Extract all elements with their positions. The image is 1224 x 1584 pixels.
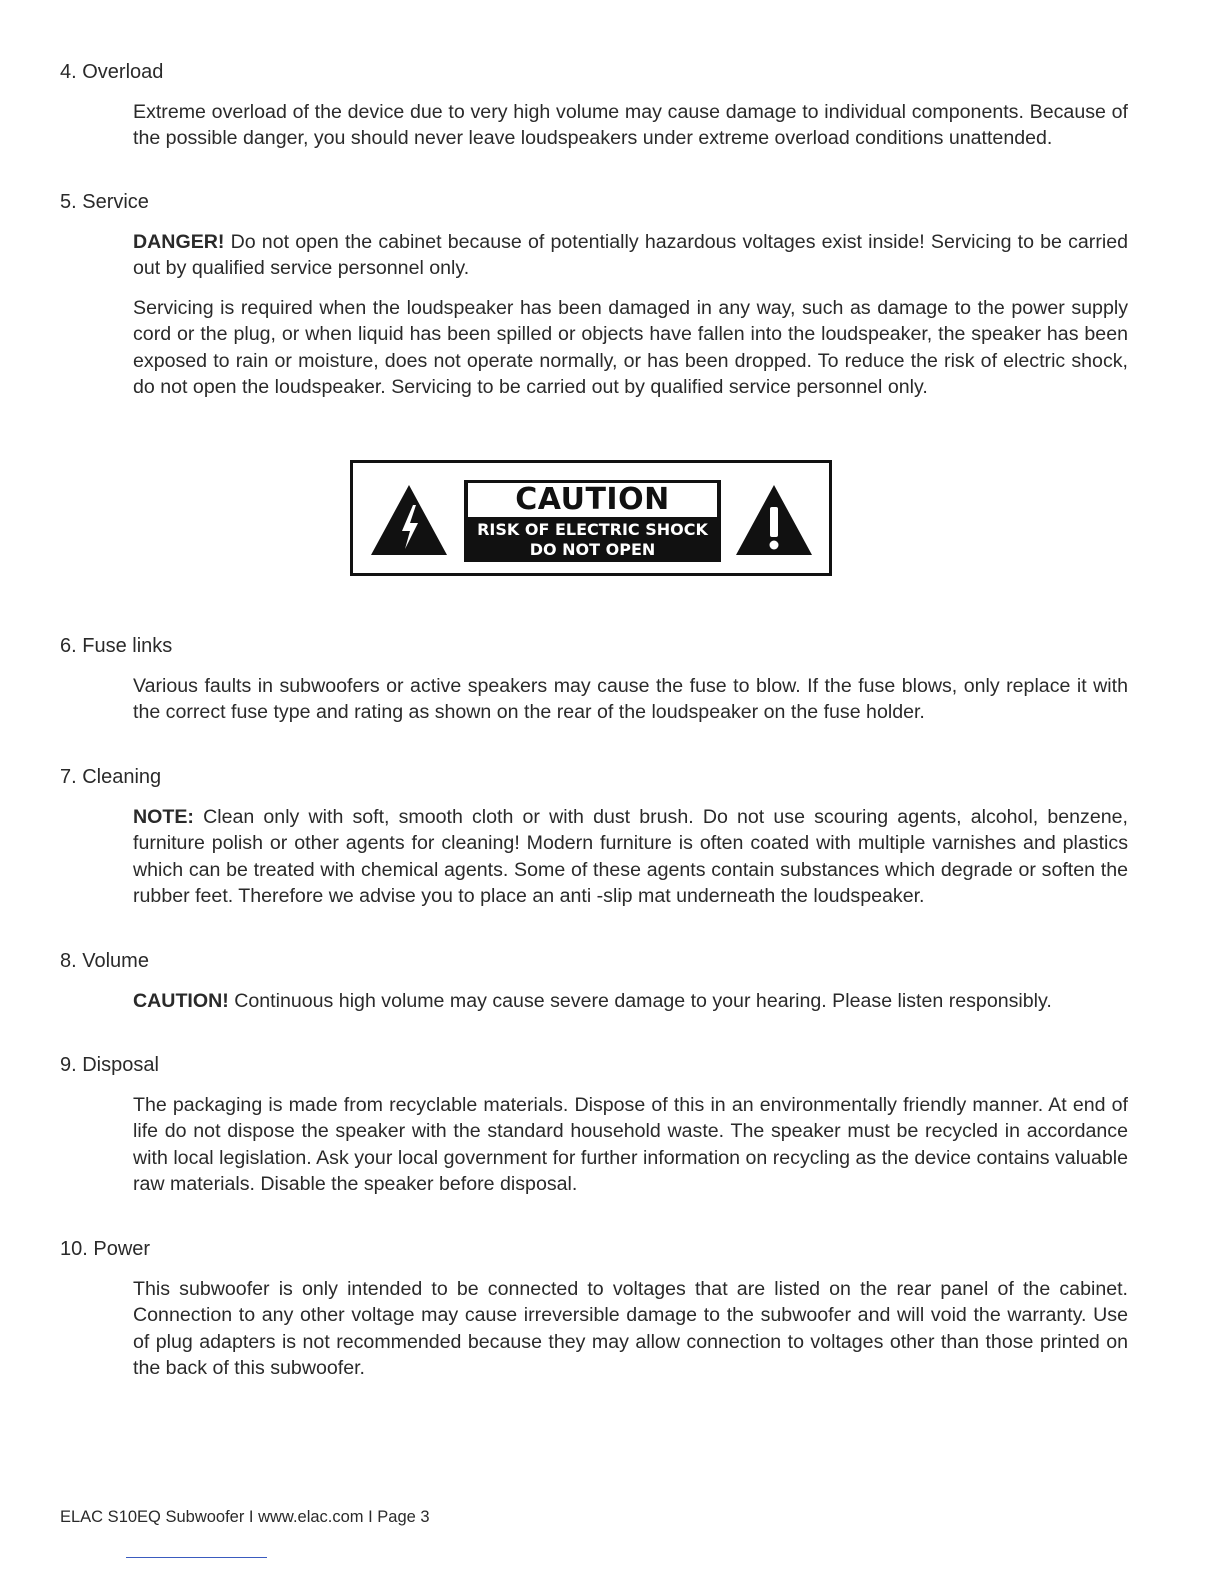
- danger-label: DANGER!: [133, 231, 225, 253]
- section-heading: 6. Fuse links: [60, 635, 173, 657]
- caution-title: CAUTION: [468, 483, 717, 517]
- section-paragraph: [133, 229, 1128, 282]
- section-heading: 7. Cleaning: [60, 766, 162, 788]
- section-paragraph: The packaging is made from recyclable materials. Dispose of this in an environmentally friendly manner. At end of life do not dispose the speaker with the standard household waste. The speaker must be recycled in accordance with local legislation. Ask your local government for further information on recycling as the device contains valuable raw materials. Disable the speaker before disposal.: [133, 1094, 1128, 1195]
- section-heading: 9. Disposal: [60, 1054, 159, 1076]
- caution-center-panel: [464, 480, 721, 562]
- footer-underline-mark: [126, 1557, 267, 1558]
- section-heading: 10. Power: [60, 1238, 151, 1260]
- danger-text: Do not open the cabinet because of potentially hazardous voltages exist inside! Servicing to be carried out by qualified service personnel only.: [133, 231, 1128, 280]
- caution-inline-label: CAUTION!: [133, 990, 229, 1012]
- note-text: Clean only with soft, smooth cloth or with dust brush. Do not use scouring agents, alcohol, benzene, furniture polish or other agents for cleaning! Modern furniture is often coated with multiple varnishes and plastics which can be treated with chemical agents. Some of these agents contain substances which degrade or soften the rubber feet. Therefore we advise you to place an anti -slip mat underneath the loudspeaker.: [133, 806, 1128, 907]
- section-paragraph: [133, 804, 1128, 909]
- section-heading: 8. Volume: [60, 950, 149, 972]
- caution-label: [350, 460, 832, 576]
- caution-line-1: RISK OF ELECTRIC SHOCK: [477, 520, 708, 539]
- section-paragraph: Various faults in subwoofers or active speakers may cause the fuse to blow. If the fuse blows, only replace it with the correct fuse type and rating as shown on the rear of the loudspeaker on the fuse holder.: [133, 675, 1128, 724]
- caution-line-2: DO NOT OPEN: [529, 540, 656, 559]
- section-heading: 5. Service: [60, 191, 149, 213]
- exclamation-warning-icon: [734, 483, 814, 557]
- section-paragraph: Extreme overload of the device due to very high volume may cause damage to individual components. Because of the possible danger, you should never leave loudspeakers under extreme overload conditions unattended.: [133, 101, 1128, 150]
- section-paragraph: Servicing is required when the loudspeaker has been damaged in any way, such as damage to the power supply cord or the plug, or when liquid has been spilled or objects have fallen into the loudspeaker, the speaker has been exposed to rain or moisture, does not operate normally, or has been dropped. To reduce the risk of electric shock, do not open the loudspeaker. Servicing to be carried out by qualified service personnel only.: [133, 297, 1128, 398]
- note-label: NOTE:: [133, 806, 194, 828]
- section-paragraph: This subwoofer is only intended to be connected to voltages that are listed on the rear panel of the cabinet. Connection to any other voltage may cause irreversible damage to the subwoofer and will void the warranty. Use of plug adapters is not recommended because they may allow connection to voltages other than those printed on the back of this subwoofer.: [133, 1278, 1128, 1379]
- page-footer: ELAC S10EQ Subwoofer I www.elac.com I Page 3: [60, 1508, 430, 1526]
- caution-inline-text: Continuous high volume may cause severe damage to your hearing. Please listen responsibly.: [228, 990, 1052, 1012]
- lightning-warning-icon: [369, 483, 449, 557]
- section-heading: 4. Overload: [60, 61, 164, 83]
- section-paragraph: [133, 988, 1128, 1014]
